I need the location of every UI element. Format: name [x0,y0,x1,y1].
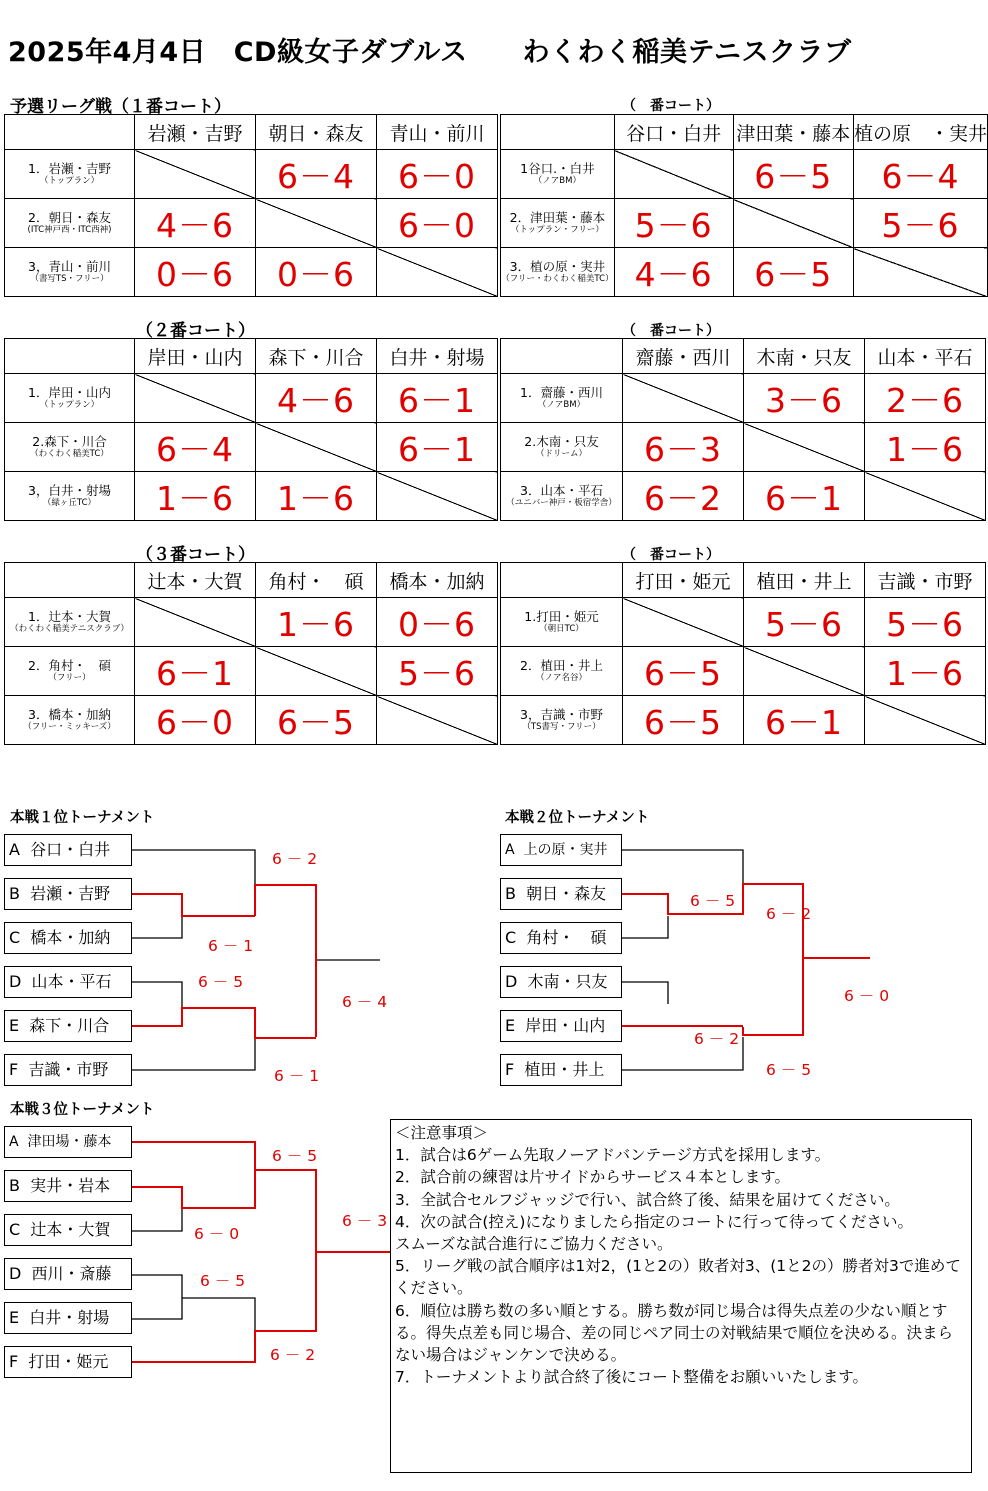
row-name: 1谷口.・白井 [520,161,595,176]
row-name: 3，吉識・市野 [520,707,603,722]
row-affiliation: (ITC神戸西・ITC西神) [27,225,112,235]
section-title-court3: （３番コート） [136,545,255,565]
row-affiliation: （朝日TC） [539,624,584,634]
t1-entry-a: A 谷口・白井 [4,834,132,866]
score-cell: 6－0 [377,150,498,199]
score-cell: 5－6 [377,647,498,696]
note-7: 7．トーナメントより試合終了後にコート整備をお願いいたします。 [395,1368,869,1387]
t1-score-4: 6 － 4 [342,993,388,1011]
row-name: 3．山本・平石 [520,483,603,498]
section-title-right-3: （ 番コート） [622,547,720,563]
row-affiliation: （フリー） [48,673,91,683]
row-name: 3．植の原・実井 [509,259,606,274]
header-cell: 岸田・山内 [135,339,256,374]
note-1: 1．試合は6ゲーム先取ノーアドバンテージ方式を採用します。 [395,1146,831,1165]
header-cell: 青山・前川 [377,115,498,150]
t2-score-5: 6 － 5 [766,1061,812,1079]
header-cell: 齋藤・西川 [623,339,744,374]
note-3: 3．全試合セルフジャッジで行い、試合終了後、結果を届けてください。 [395,1190,900,1209]
score-cell: 6－2 [623,472,744,521]
t3-entry-a: A 津田場・藤本 [4,1126,132,1158]
notes-heading: ＜注意事項＞ [395,1124,489,1142]
score-cell: 3－6 [744,374,865,423]
t1-entry-e: E 森下・川合 [4,1010,132,1042]
score-cell: 5－6 [865,598,986,647]
section-title-right-2: （ 番コート） [622,323,720,339]
row-affiliation: （フリー・わくわく稲美TC） [501,274,614,284]
score-cell: 6－3 [623,423,744,472]
score-cell: 1－6 [865,423,986,472]
score-cell: 6－4 [853,150,987,199]
t2-score-4: 6 － 2 [694,1030,740,1048]
header-cell: 山本・平石 [865,339,986,374]
row-name: 1.打田・姫元 [524,609,599,624]
t3-entry-d: D 西川・斎藤 [4,1258,132,1290]
t1-score-5: 6 － 1 [274,1067,320,1085]
score-cell: 6－5 [623,696,744,745]
t3-score-5: 6 － 2 [270,1346,316,1364]
row-affiliation: （わくわく稲美テニスクラブ） [10,624,129,634]
row-affiliation: （ドリーム） [535,449,587,459]
row-affiliation: （TS書写・フリー） [522,722,601,732]
note-4: 4．次の試合(控え)になりましたら指定のコートに行って待ってください。 [395,1212,913,1231]
header-cell: 森下・川合 [256,339,377,374]
score-cell: 6－5 [733,150,853,199]
header-cell: 吉識・市野 [865,563,986,598]
note-2: 2．試合前の練習は片サイドからサービス４本とします。 [395,1168,791,1187]
score-cell: 6－1 [377,374,498,423]
row-affiliation: （ユニバー神戸・板宿学舎） [506,498,617,508]
row-affiliation: （トップラン） [39,400,100,410]
score-cell: 6－5 [623,647,744,696]
score-cell: 5－6 [614,199,733,248]
score-cell: 4－6 [614,248,733,297]
score-cell: 6－1 [744,696,865,745]
row-affiliation: （トップラン） [39,176,100,186]
row-affiliation: （ノアBM） [533,176,581,186]
row-name: 2．津田葉・藤本 [509,210,606,225]
t3-score-1: 6 － 5 [272,1147,318,1165]
row-affiliation: （緑ヶ丘TC） [42,498,97,508]
score-cell: 6－5 [256,696,377,745]
row-affiliation: （わくわく稲美TC） [30,449,109,459]
row-name: 2.木南・只友 [524,434,599,449]
score-cell: 1－6 [256,598,377,647]
header-cell: 角村・ 碩 [256,563,377,598]
t3-title: 本戦３位トーナメント [10,1102,155,1118]
header-cell: 朝日・森友 [256,115,377,150]
score-cell: 6－0 [135,696,256,745]
note-4b: スムーズな試合進行にご協力ください。 [395,1235,673,1254]
page-title: 2025年4月4日 CD級女子ダブルス わくわく稲美テニスクラブ [8,37,852,68]
t2-entry-e: E 岸田・山内 [500,1010,622,1042]
t2-entry-a: A 上の原・実井 [500,834,622,866]
t1-entry-c: C 橋本・加納 [4,922,132,954]
header-cell: 植の原 ・実井 [853,115,987,150]
t1-entry-d: D 山本・平石 [4,966,132,998]
score-cell: 6－5 [733,248,853,297]
t2-title: 本戦２位トーナメント [505,810,650,826]
note-6: 6．順位は勝ち数の多い順とする。勝ち数が同じ場合は得失点差の少ない順とする。得失点差も同じ場合、差の同じペア同士の対戦結果で順位を決める。決まらない場合はジャンケンで決める。 [395,1301,954,1365]
row-name: 2．朝日・森友 [28,210,111,225]
score-cell: 6－1 [135,647,256,696]
row-name: 1．岸田・山内 [28,385,111,400]
t2-score-2: 6 － 2 [766,905,812,923]
score-cell: 6－0 [377,199,498,248]
row-name: 2．植田・井上 [520,658,603,673]
section-title-court1: 予選リーグ戦（１番コート） [10,97,231,117]
t1-score-2: 6 － 1 [208,937,254,955]
t1-entry-f: F 吉識・市野 [4,1054,132,1086]
row-affiliation: （トップラン・フリー） [510,225,604,235]
score-cell: 1－6 [865,647,986,696]
t3-entry-c: C 辻本・大賀 [4,1214,132,1246]
row-name: 1．齋藤・西川 [520,385,603,400]
t3-score-3: 6 － 3 [342,1212,388,1230]
score-cell: 0－6 [377,598,498,647]
t1-score-3: 6 － 5 [198,973,244,991]
t2-entry-d: D 木南・只友 [500,966,622,998]
t2-entry-c: C 角村・ 碩 [500,922,622,954]
score-cell: 2－6 [865,374,986,423]
row-affiliation: （フリー・ミッキーズ） [23,722,116,732]
section-title-court2: （２番コート） [136,321,255,341]
score-cell: 4－6 [256,374,377,423]
header-cell: 谷口・白井 [614,115,733,150]
section-title-right-1: （ 番コート） [622,98,720,114]
header-cell: 辻本・大賀 [135,563,256,598]
score-cell: 6－4 [135,423,256,472]
t3-entry-f: F 打田・姫元 [4,1346,132,1378]
score-cell: 6－4 [256,150,377,199]
score-cell: 0－6 [256,248,377,297]
t2-score-1: 6 － 5 [690,892,736,910]
score-cell: 0－6 [135,248,256,297]
header-cell: 津田葉・藤本 [733,115,853,150]
header-cell: 白井・射場 [377,339,498,374]
score-cell: 6－1 [377,423,498,472]
t1-title: 本戦１位トーナメント [10,810,155,826]
t2-entry-f: F 植田・井上 [500,1054,622,1086]
header-cell: 打田・姫元 [623,563,744,598]
t2-entry-b: B 朝日・森友 [500,878,622,910]
row-name: 1．岩瀬・吉野 [28,161,111,176]
header-cell: 植田・井上 [744,563,865,598]
note-5: 5．リーグ戦の試合順序は1対2，(1と2の）敗者対3、(1と2の）勝者対3で進めてください。 [395,1257,961,1298]
row-name: 3，白井・射場 [28,483,111,498]
row-affiliation: （書写TS・フリー） [30,274,109,284]
row-name: 3．橋本・加納 [28,707,111,722]
row-name: 2.森下・川合 [32,434,107,449]
score-cell: 1－6 [256,472,377,521]
t1-score-1: 6 － 2 [272,850,318,868]
header-cell: 岩瀬・吉野 [135,115,256,150]
header-cell: 木南・只友 [744,339,865,374]
row-name: 3，青山・前川 [28,259,111,274]
score-cell: 1－6 [135,472,256,521]
t3-score-4: 6 － 5 [200,1272,246,1290]
t2-score-3: 6 － 0 [844,987,890,1005]
t3-entry-b: B 実井・岩本 [4,1170,132,1202]
row-affiliation: （ノアBM） [537,400,586,410]
score-cell: 4－6 [135,199,256,248]
row-name: 2．角村・ 碩 [28,658,111,673]
t3-score-2: 6 － 0 [194,1225,240,1243]
t3-entry-e: E 白井・射場 [4,1302,132,1334]
score-cell: 6－1 [744,472,865,521]
score-cell: 5－6 [744,598,865,647]
notes-box [390,1119,972,1473]
header-cell: 橋本・加納 [377,563,498,598]
t1-entry-b: B 岩瀬・吉野 [4,878,132,910]
row-affiliation: （ノア名谷） [535,673,587,683]
score-cell: 5－6 [853,199,987,248]
row-name: 1．辻本・大賀 [28,609,111,624]
